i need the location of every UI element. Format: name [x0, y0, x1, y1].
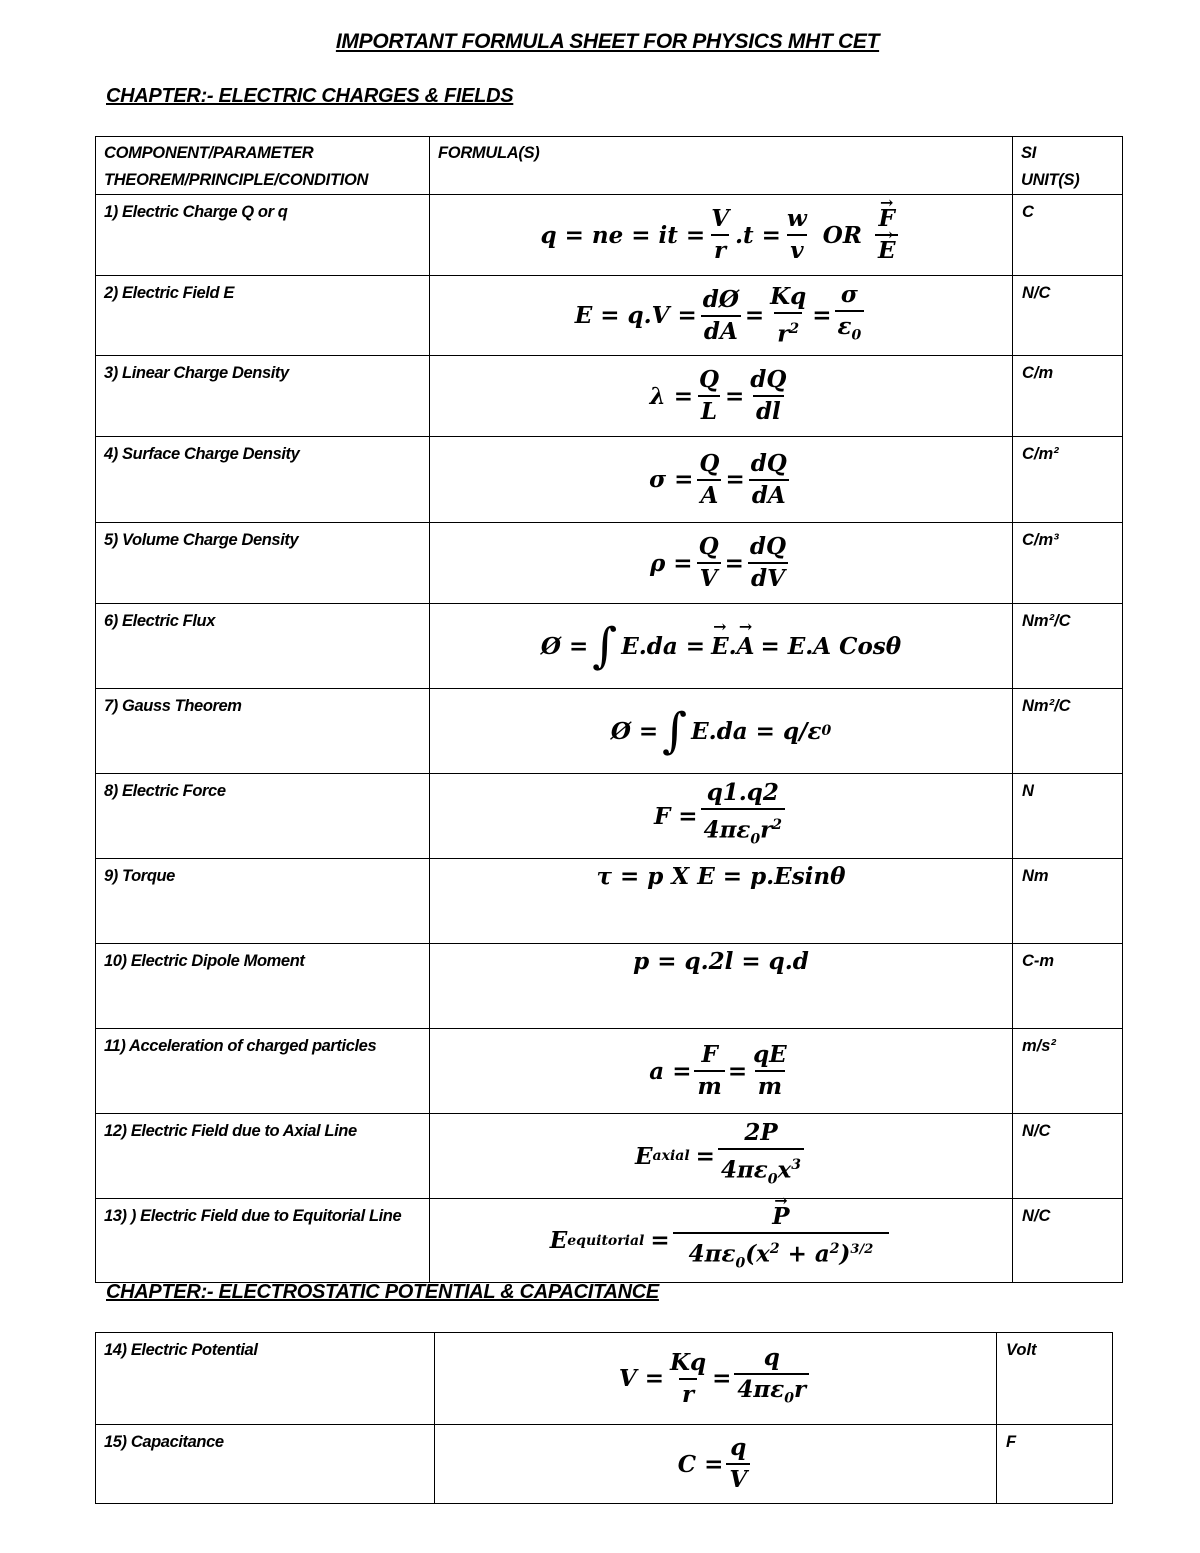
- row-unit: C-m: [1013, 944, 1123, 1029]
- formula: q = ne = it = $\frac{V}{r}$ .t = $\frac{w}{v}$ OR → F → E: [541, 205, 902, 265]
- formula-cell: [430, 1199, 1013, 1283]
- formula: E = q.V = $\frac{dØ}{dA}$ = $\frac{Kq}{r^2}$ = $\frac{\sigma}{\varepsilon_0}$: [575, 281, 868, 350]
- table-row: [96, 859, 1123, 944]
- row-name: 8) Electric Force: [96, 774, 430, 859]
- formula-cell: [430, 1114, 1013, 1199]
- row-name: 3) Linear Charge Density: [96, 356, 430, 437]
- row-name: 1) Electric Charge Q or q: [96, 195, 430, 276]
- row-name: 9) Torque: [96, 859, 430, 944]
- table-row: [96, 437, 1123, 523]
- row-unit: N/C: [1013, 276, 1123, 356]
- table-row: [96, 1425, 1113, 1504]
- row-unit: Volt: [997, 1333, 1113, 1425]
- formula: Ø = ∫ E.da = → E.→ A = E.A Cosθ: [541, 626, 901, 666]
- formula: σ = $\frac{Q}{A}$ = $\frac{dQ}{dA}$: [649, 449, 787, 509]
- table-row: [96, 689, 1123, 774]
- row-unit: N/C: [1013, 1199, 1123, 1283]
- formula-cell: [430, 437, 1013, 523]
- formula-table-chapter1: [95, 136, 1123, 1283]
- table-row: [96, 944, 1123, 1029]
- formula-cell: [430, 859, 1013, 944]
- table-row: [96, 356, 1123, 437]
- formula-cell: [430, 356, 1013, 437]
- header-unit: SI UNIT(S): [1013, 137, 1123, 195]
- header-formula: FORMULA(S): [430, 137, 1013, 195]
- table-row: [96, 604, 1123, 689]
- row-unit: m/s²: [1013, 1029, 1123, 1114]
- page-title: IMPORTANT FORMULA SHEET FOR PHYSICS MHT CET: [335, 30, 880, 53]
- row-unit: N/C: [1013, 1114, 1123, 1199]
- table-row: [96, 195, 1123, 276]
- formula: C = $\frac{q}{V}$: [678, 1434, 753, 1494]
- row-name: 4) Surface Charge Density: [96, 437, 430, 523]
- row-unit: Nm²/C: [1013, 604, 1123, 689]
- row-name: 6) Electric Flux: [96, 604, 430, 689]
- table-row: [96, 774, 1123, 859]
- table-row: [96, 1333, 1113, 1425]
- formula: F = $\frac{q1.q2}{4\pi\varepsilon_0r^2}$: [654, 779, 788, 853]
- formula: a = $\frac{F}{m}$ = $\frac{qE}{m}$: [649, 1041, 787, 1100]
- table-header-row: [96, 137, 1123, 195]
- formula: τ = p X E = p.Esinθ: [596, 863, 846, 890]
- row-name: 7) Gauss Theorem: [96, 689, 430, 774]
- formula-cell: [430, 1029, 1013, 1114]
- formula-cell: [435, 1333, 997, 1425]
- row-name: 13) ) Electric Field due to Equitorial Line: [96, 1199, 430, 1283]
- formula: λ = $\frac{Q}{L}$ = $\frac{dQ}{dl}$: [649, 366, 787, 425]
- formula-cell: [430, 195, 1013, 276]
- row-unit: N: [1013, 774, 1123, 859]
- row-name: 15) Capacitance: [96, 1425, 435, 1504]
- header-component: COMPONENT/PARAMETER THEOREM/PRINCIPLE/CONDITION: [96, 137, 430, 195]
- row-unit: C/m²: [1013, 437, 1123, 523]
- row-name: 12) Electric Field due to Axial Line: [96, 1114, 430, 1199]
- row-name: 14) Electric Potential: [96, 1333, 435, 1425]
- formula: ρ = $\frac{Q}{V}$ = $\frac{dQ}{dV}$: [649, 533, 787, 592]
- row-unit: Nm: [1013, 859, 1123, 944]
- chapter-heading-electric-charges: CHAPTER:- ELECTRIC CHARGES & FIELDS: [106, 85, 514, 107]
- formula-table-chapter2: [95, 1332, 1113, 1504]
- formula: E equitorial = → $\frac{P}{4\pi\varepsilon_0(x^2 + a^2)^{3/2}}$: [550, 1203, 893, 1277]
- row-name: 5) Volume Charge Density: [96, 523, 430, 604]
- table-row: [96, 1029, 1123, 1114]
- row-unit: F: [997, 1425, 1113, 1504]
- row-unit: C: [1013, 195, 1123, 276]
- row-name: 11) Acceleration of charged particles: [96, 1029, 430, 1114]
- row-unit: C/m: [1013, 356, 1123, 437]
- row-unit: Nm²/C: [1013, 689, 1123, 774]
- formula-cell: [430, 276, 1013, 356]
- formula: E axial = $\frac{2P}{4\pi\varepsilon_0x^3}$: [635, 1119, 807, 1193]
- chapter-heading-electrostatic-potential: CHAPTER:- ELECTROSTATIC POTENTIAL & CAPACITANCE: [106, 1281, 659, 1303]
- formula-cell: [435, 1425, 997, 1504]
- formula-cell: [430, 604, 1013, 689]
- table-row: [96, 523, 1123, 604]
- formula-cell: [430, 944, 1013, 1029]
- row-unit: C/m³: [1013, 523, 1123, 604]
- formula-cell: [430, 523, 1013, 604]
- row-name: 2) Electric Field E: [96, 276, 430, 356]
- formula-cell: [430, 774, 1013, 859]
- formula: V = $\frac{Kq}{r}$ = $\frac{q}{4\pi\varepsilon_0r}$: [619, 1344, 812, 1413]
- table-row: [96, 276, 1123, 356]
- table-row: [96, 1199, 1123, 1283]
- row-name: 10) Electric Dipole Moment: [96, 944, 430, 1029]
- table-row: [96, 1114, 1123, 1199]
- formula-cell: [430, 689, 1013, 774]
- formula: Ø = ∫ E.da = q/ε 0: [610, 703, 832, 759]
- formula: p = q.2l = q.d: [633, 948, 809, 975]
